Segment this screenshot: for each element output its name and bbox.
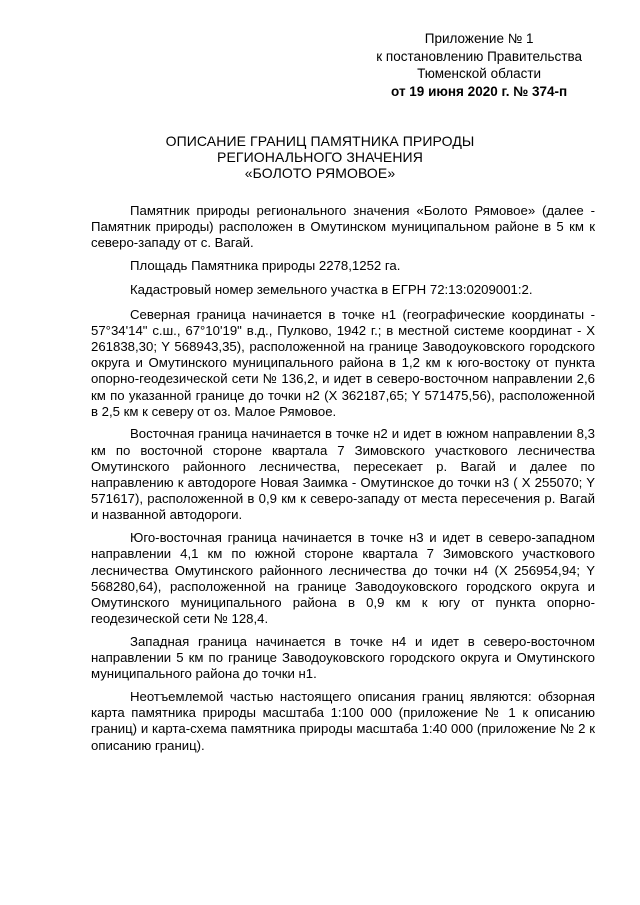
paragraph-western-border: Западная граница начинается в точке н4 и идет в северо-восточном направлении 5 км по границе Заводоуковского городского округа и Омутинского муниципального района до точки н1. xyxy=(91,633,595,682)
document-header xyxy=(376,30,582,100)
appendix-number: Приложение № 1 xyxy=(424,31,534,46)
resolution-date-number: от 19 июня 2020 г. № 374-п xyxy=(391,83,568,99)
paragraph-area: Площадь Памятника природы 2278,1252 га. xyxy=(130,258,401,274)
resolution-reference: к постановлению Правительства xyxy=(376,48,582,64)
title-line-1: ОПИСАНИЕ ГРАНИЦ ПАМЯТНИКА ПРИРОДЫ xyxy=(165,133,475,149)
paragraph-northern-border: Северная граница начинается в точке н1 (географические координаты - 57°34'14" с.ш., 67°10'19" в.д., Пулково, 1942 г.; в местной системе координат - X 261838,30; Y 568943,35), расположенной на границе Заводоуковского городского округа и Омутинского муниципального района в 1,2 км к юго-востоку от пункта опорно-геодезической сети № 136,2, и идет в северо-восточном направлении 2,6 км по указанной границе до точки н2 (X 362187,65; Y 571475,56), расположенной в 2,5 км к северу от оз. Малое Рямовое. xyxy=(91,306,595,419)
paragraph-eastern-border: Восточная граница начинается в точке н2 и идет в южном направлении 8,3 км по восточной стороне квартала 7 Зимовского участкового лесничества Омутинского районного лесничества, пересекает р. Вагай и далее по направлению к автодороге Новая Заимка - Омутинское до точки н3 ( X 255070; Y 571617), расположенной в 0,9 км к северо-западу от места пересечения р. Вагай и названной автодороги. xyxy=(91,426,595,523)
paragraph-attachments: Неотъемлемой частью настоящего описания границ являются: обзорная карта памятника природы масштаба 1:100 000 (приложение № 1 к описанию границ) и карта-схема памятника природы масштаба 1:40 000 (приложение № 2 к описанию границ). xyxy=(91,688,595,753)
paragraph-cadastral-number: Кадастровый номер земельного участка в ЕГРН 72:13:0209001:2. xyxy=(130,282,533,298)
paragraph-intro: Памятник природы регионального значения «Болото Рямовое» (далее - Памятник природы) расположен в Омутинском муниципальном районе в 5 км к северо-западу от с. Вагай. xyxy=(91,203,595,251)
document-title xyxy=(0,133,640,181)
title-line-3: «БОЛОТО РЯМОВОЕ» xyxy=(244,165,396,181)
region-name: Тюменской области xyxy=(417,66,542,81)
title-line-2: РЕГИОНАЛЬНОГО ЗНАЧЕНИЯ xyxy=(217,149,423,165)
paragraph-southeastern-border: Юго-восточная граница начинается в точке н3 и идет в северо-западном направлении 4,1 км по южной стороне квартала 7 Зимовского участкового лесничества Омутинского районного лесничества до точки н4 (X 256954,94; Y 568280,64), расположенной на границе Заводоуковского городского округа и Омутинского муниципального района в 0,9 км к югу от пункта опорно-геодезической сети № 128,4. xyxy=(91,530,595,627)
document-body xyxy=(91,203,595,760)
